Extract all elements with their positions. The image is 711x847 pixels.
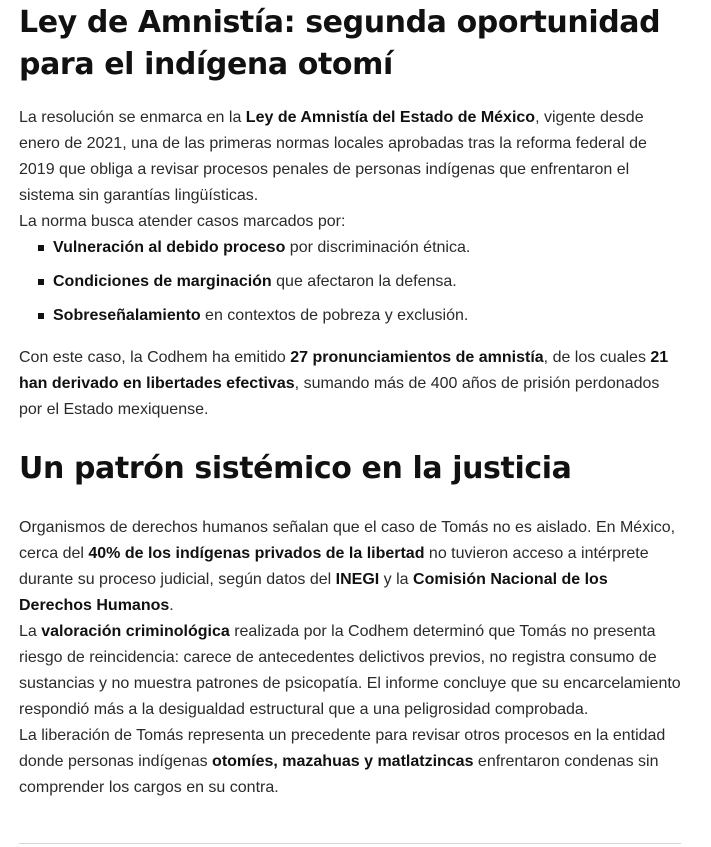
section-divider: [19, 843, 681, 844]
section-heading-ley-amnistia: Ley de Amnistía: segunda oportunidad para el indígena otomí: [19, 5, 661, 82]
bold-ley-amnistia: Ley de Amnistía del Estado de México: [245, 109, 536, 126]
list-item: Vulneración al debido proceso por discriminación étnica.: [19, 235, 681, 269]
paragraph-norma-lead: La norma busca atender casos marcados por:: [19, 213, 346, 230]
article-body: [19, 0, 681, 801]
paragraph-liberacion: La liberación de Tomás representa un precedente para revisar otros procesos en la entidad donde personas indígenas otomíes, mazahuas y matlatzincas enfrentaron condenas sin comprender los cargos en su contra.: [19, 727, 666, 796]
list-item: Condiciones de marginación que afectaron la defensa.: [19, 269, 681, 303]
paragraph-pronunciamientos: Con este caso, la Codhem ha emitido 27 pronunciamientos de amnistía, de los cuales 21 han derivado en libertades efectivas, sumando más de 400 años de prisión perdonados por el Estado mexiquense.: [19, 349, 669, 418]
list-item: Sobreseñalamiento en contextos de pobreza y exclusión.: [19, 303, 681, 337]
paragraph-valoracion: La valoración criminológica realizada por la Codhem determinó que Tomás no presenta riesgo de reincidencia: carece de antecedentes delictivos previos, no registra consumo de sustancias y no muestra patrones de psicopatía. El informe concluye que su encarcelamiento respondió más a la desigualdad estructural que a una peligrosidad comprobada.: [19, 623, 681, 718]
paragraph-resolucion: La resolución se enmarca en la Ley de Amnistía del Estado de México, vigente desde enero de 2021, una de las primeras normas locales aprobadas tras la reforma federal de 2019 que obliga a revisar procesos penales de personas indígenas que enfrentaron el sistema sin garantías lingüísticas.: [19, 109, 647, 204]
paragraph-organismos: Organismos de derechos humanos señalan que el caso de Tomás no es aislado. En México, cerca del 40% de los indígenas privados de la libertad no tuvieron acceso a intérprete durante su proceso judicial, según datos del INEGI y la Comisión Nacional de los Derechos Humanos.: [19, 519, 676, 614]
section-heading-patron-sistemico: Un patrón sistémico en la justicia: [19, 451, 572, 486]
bullet-list-casos: [19, 235, 681, 337]
